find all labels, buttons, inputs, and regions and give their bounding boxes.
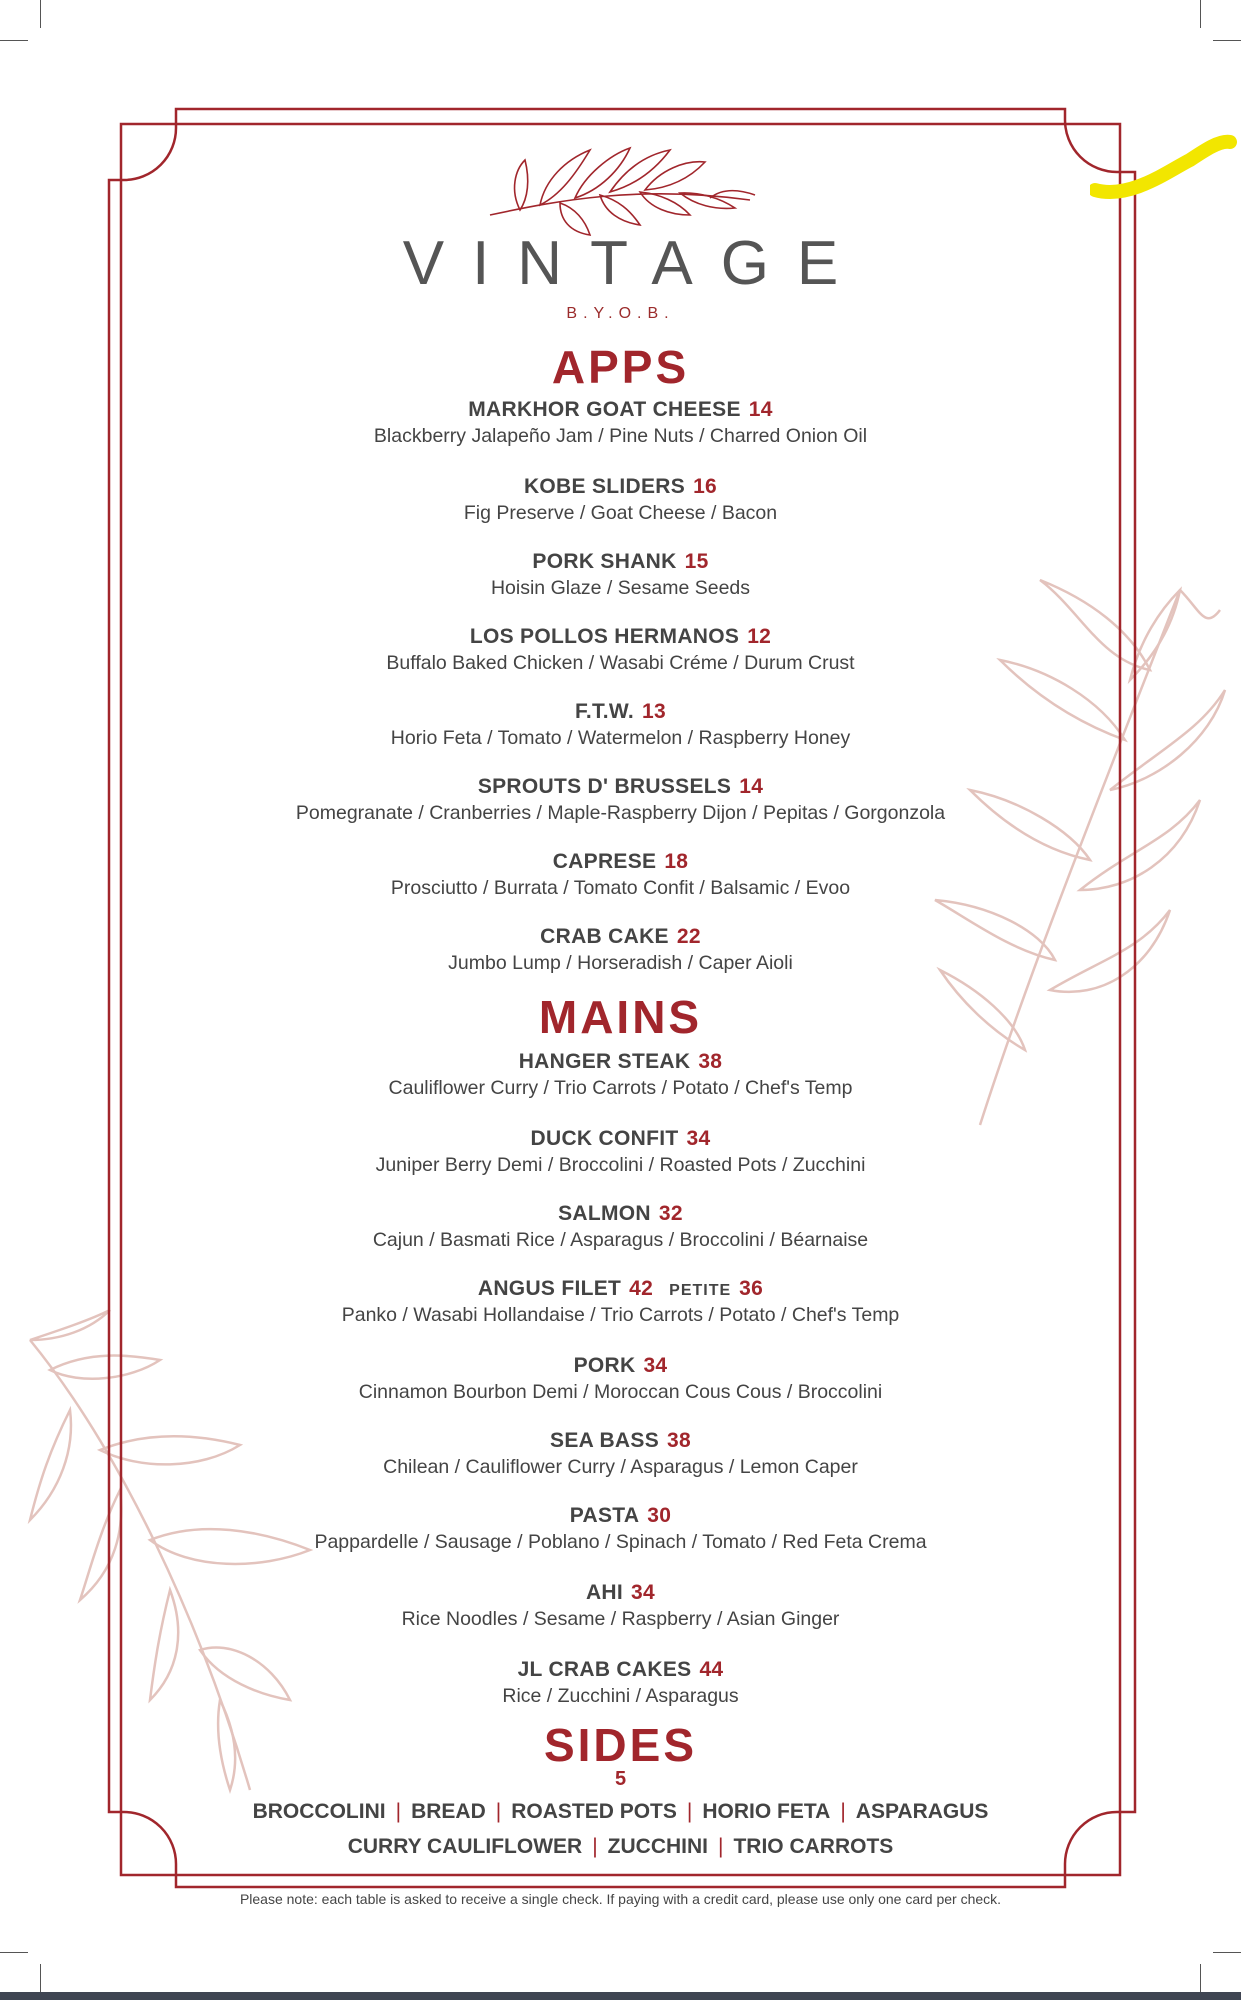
item-price: 22 [676, 925, 701, 948]
item-price: 38 [667, 1429, 691, 1452]
side-separator: | [718, 1835, 724, 1858]
menu-item [0, 1504, 1241, 1554]
restaurant-name: VINTAGE [402, 229, 867, 298]
item-price: 12 [747, 625, 772, 648]
menu-item [0, 625, 1241, 675]
menu-item [0, 775, 1241, 825]
side-item: ZUCCHINI [607, 1835, 708, 1858]
menu-item [0, 850, 1241, 900]
item-price: 34 [643, 1354, 668, 1377]
item-price: 13 [642, 700, 666, 723]
item-description: Pomegranate / Cranberries / Maple-Raspberry Dijon / Pepitas / Gorgonzola [295, 802, 946, 824]
item-description: Prosciutto / Burrata / Tomato Confit / Balsamic / Evoo [390, 877, 851, 899]
item-description: Horio Feta / Tomato / Watermelon / Raspberry Honey [390, 727, 851, 749]
item-name: PORK [573, 1354, 636, 1377]
menu-item [0, 700, 1241, 750]
petite-label: PETITE [669, 1282, 732, 1299]
item-description: Fig Preserve / Goat Cheese / Bacon [463, 502, 778, 524]
side-item: BROCCOLINI [252, 1800, 386, 1823]
menu-item [0, 550, 1241, 600]
menu-item [0, 1658, 1241, 1708]
footer-note: Please note: each table is asked to receive a single check. If paying with a credit card, please use only one card per check. [239, 1891, 1002, 1907]
item-price: 34 [686, 1127, 711, 1150]
item-description: Cauliflower Curry / Trio Carrots / Potato / Chef's Temp [388, 1077, 853, 1099]
item-name: CRAB CAKE [540, 925, 669, 948]
apps-heading: APPS [551, 341, 690, 393]
item-name: HANGER STEAK [518, 1050, 691, 1073]
item-description: Jumbo Lump / Horseradish / Caper Aioli [448, 952, 793, 974]
petite-price: 36 [739, 1277, 764, 1300]
item-name: ANGUS FILET [477, 1277, 622, 1300]
item-name: SPROUTS D' BRUSSELS [477, 775, 732, 798]
sides-row-2 [0, 1835, 1241, 1859]
menu-item [0, 925, 1241, 975]
item-description: Cajun / Basmati Rice / Asparagus / Broccolini / Béarnaise [372, 1229, 869, 1251]
item-description: Juniper Berry Demi / Broccolini / Roasted Pots / Zucchini [375, 1154, 866, 1176]
item-description: Blackberry Jalapeño Jam / Pine Nuts / Charred Onion Oil [373, 425, 868, 447]
item-description: Rice / Zucchini / Asparagus [502, 1685, 739, 1707]
item-price: 14 [739, 775, 764, 798]
item-price: 18 [664, 850, 689, 873]
item-price: 34 [631, 1581, 656, 1604]
item-description: Buffalo Baked Chicken / Wasabi Créme / Durum Crust [386, 652, 855, 674]
item-name: CAPRESE [552, 850, 657, 873]
sides-price: 5 [614, 1768, 627, 1790]
side-item: TRIO CARROTS [733, 1835, 894, 1858]
item-description: Cinnamon Bourbon Demi / Moroccan Cous Cous / Broccolini [358, 1381, 883, 1403]
item-price: 42 [629, 1277, 654, 1300]
side-separator: | [495, 1800, 502, 1823]
item-name: F.T.W. [575, 700, 634, 723]
item-description: Chilean / Cauliflower Curry / Asparagus / Lemon Caper [383, 1456, 858, 1478]
menu-item [0, 1127, 1241, 1177]
highlighter-mark-icon [1090, 130, 1240, 210]
side-separator: | [840, 1800, 846, 1823]
side-separator: | [592, 1835, 598, 1858]
item-name: DUCK CONFIT [530, 1127, 679, 1150]
side-item: CURRY CAULIFLOWER [347, 1835, 583, 1858]
item-name: SALMON [558, 1202, 651, 1225]
item-price: 15 [684, 550, 709, 573]
item-price: 30 [647, 1504, 672, 1527]
item-name: AHI [585, 1581, 624, 1604]
item-price: 32 [658, 1202, 683, 1225]
side-separator: | [686, 1800, 693, 1823]
item-description: Panko / Wasabi Hollandaise / Trio Carrots / Potato / Chef's Temp [341, 1304, 900, 1326]
menu-item [0, 1202, 1241, 1252]
side-item: HORIO FETA [702, 1800, 831, 1823]
item-description: Hoisin Glaze / Sesame Seeds [490, 577, 751, 599]
item-price: 38 [698, 1050, 723, 1073]
menu-item [0, 398, 1241, 448]
item-price: 14 [748, 398, 773, 421]
side-separator: | [395, 1800, 402, 1823]
side-item: BREAD [411, 1800, 486, 1823]
menu-item [0, 1581, 1241, 1631]
item-name: MARKHOR GOAT CHEESE [468, 398, 741, 421]
menu-item [0, 1277, 1241, 1327]
menu-item [0, 475, 1241, 525]
menu-item [0, 1429, 1241, 1479]
side-item: ASPARAGUS [855, 1800, 989, 1823]
menu-item [0, 1050, 1241, 1100]
item-price: 16 [693, 475, 718, 498]
item-name: PASTA [569, 1504, 640, 1527]
side-item: ROASTED POTS [511, 1800, 677, 1823]
mains-heading: MAINS [538, 991, 703, 1043]
item-description: Rice Noodles / Sesame / Raspberry / Asian Ginger [401, 1608, 840, 1630]
menu-item [0, 1354, 1241, 1404]
sides-heading: SIDES [543, 1719, 698, 1771]
item-name: KOBE SLIDERS [523, 475, 686, 498]
item-name: JL CRAB CAKES [517, 1658, 692, 1681]
item-price: 44 [699, 1658, 724, 1681]
item-name: PORK SHANK [532, 550, 677, 573]
sides-row-1 [0, 1800, 1241, 1824]
restaurant-tagline: B.Y.O.B. [566, 305, 675, 322]
item-description: Pappardelle / Sausage / Poblano / Spinach / Tomato / Red Feta Crema [314, 1531, 927, 1553]
logo-branch-icon [480, 140, 760, 240]
item-name: SEA BASS [550, 1429, 659, 1452]
item-name: LOS POLLOS HERMANOS [469, 625, 740, 648]
